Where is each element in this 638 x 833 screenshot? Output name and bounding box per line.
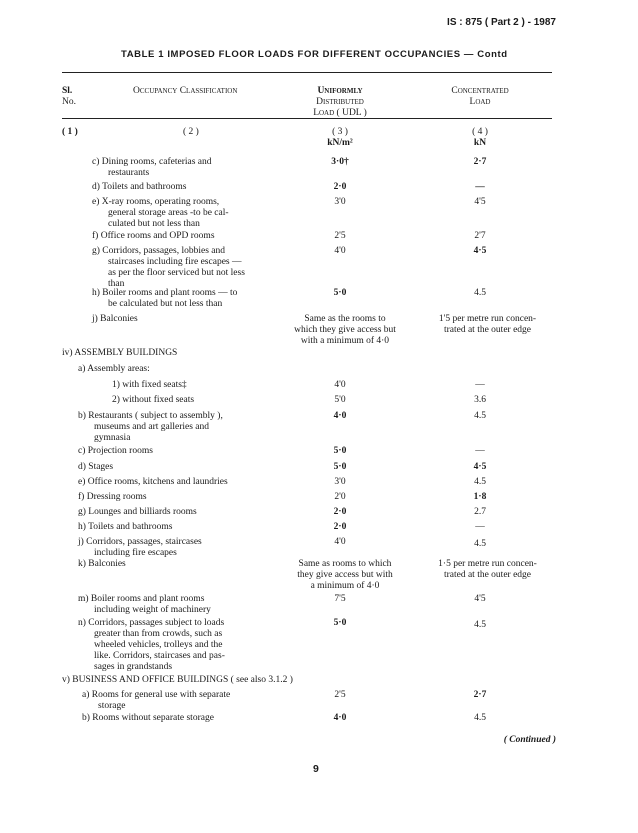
udl-value: 3'0 bbox=[334, 197, 346, 207]
table-row: b) Rooms without separate storage bbox=[82, 713, 214, 723]
udl-value: 4·0 bbox=[333, 411, 347, 421]
conc-value: 4·5 bbox=[473, 246, 487, 256]
udl-value: 4·0 bbox=[333, 713, 347, 723]
table-row: b) Restaurants ( subject to assembly ), museums and art galleries and gymnasia bbox=[78, 411, 223, 443]
table-row: g) Lounges and billiards rooms bbox=[78, 507, 197, 517]
udl-value: 2'5 bbox=[334, 231, 346, 241]
col-head-concentrated: Concentrated Load bbox=[451, 86, 509, 107]
udl-value: 5'0 bbox=[334, 395, 346, 405]
udl-value: 5·0 bbox=[333, 462, 347, 472]
conc-value: 4.5 bbox=[474, 411, 486, 421]
udl-value: Same as the rooms to which they give access but with a minimum of 4·0 bbox=[294, 314, 396, 346]
table-row: j) Balconies bbox=[92, 314, 138, 324]
table-row: k) Balconies bbox=[78, 559, 126, 569]
col-num-4: ( 4 ) kN bbox=[472, 127, 488, 148]
conc-value: 4'5 bbox=[474, 594, 486, 604]
col-num-1: ( 1 ) bbox=[62, 127, 78, 137]
continued-note: ( Continued ) bbox=[503, 735, 556, 745]
table-row: f) Dressing rooms bbox=[78, 492, 147, 502]
conc-value: — bbox=[475, 522, 485, 532]
conc-value: 1·5 per metre run concen- trated at the outer edge bbox=[438, 559, 537, 580]
conc-value: 4.5 bbox=[474, 477, 486, 487]
conc-value: — bbox=[475, 380, 485, 390]
table-row: m) Boiler rooms and plant rooms including weight of machinery bbox=[78, 594, 211, 615]
conc-value: 4.5 bbox=[474, 288, 486, 298]
top-rule bbox=[62, 72, 552, 73]
section-heading-business: v) BUSINESS AND OFFICE BUILDINGS ( see also 3.1.2 ) bbox=[62, 675, 293, 685]
table-row: d) Stages bbox=[78, 462, 114, 472]
table-row: f) Office rooms and OPD rooms bbox=[92, 231, 215, 241]
conc-value: 1·8 bbox=[473, 492, 487, 502]
conc-value: — bbox=[475, 446, 485, 456]
conc-value: 2.7 bbox=[474, 507, 486, 517]
conc-value: — bbox=[475, 182, 485, 192]
table-row: j) Corridors, passages, staircases including fire escapes bbox=[78, 537, 202, 558]
table-row: c) Projection rooms bbox=[78, 446, 153, 456]
conc-value: 2·7 bbox=[473, 157, 487, 167]
col-num-2: ( 2 ) bbox=[183, 127, 199, 137]
udl-value: 4'0 bbox=[334, 380, 346, 390]
udl-value: 2·0 bbox=[333, 182, 347, 192]
table-title: TABLE 1 IMPOSED FLOOR LOADS FOR DIFFERENT OCCUPANCIES — Contd bbox=[121, 49, 508, 60]
udl-value: 2·0 bbox=[333, 522, 347, 532]
udl-value: 2·0 bbox=[333, 507, 347, 517]
section-heading-assembly: iv) ASSEMBLY BUILDINGS bbox=[62, 348, 178, 358]
table-row: g) Corridors, passages, lobbies and staircases including fire escapes — as per the floor serviced but not less than bbox=[92, 246, 245, 289]
table-row: a) Assembly areas: bbox=[78, 364, 150, 374]
table-row: h) Toilets and bathrooms bbox=[78, 522, 173, 532]
udl-value: 2'5 bbox=[334, 690, 346, 700]
udl-value: 5·0 bbox=[333, 288, 347, 298]
udl-value: 7'5 bbox=[334, 594, 346, 604]
conc-value: 4'5 bbox=[474, 197, 486, 207]
udl-value: 5·0 bbox=[333, 618, 347, 628]
standard-number: IS : 875 ( Part 2 ) - 1987 bbox=[447, 17, 556, 28]
table-row: 1) with fixed seats‡ bbox=[112, 380, 187, 390]
conc-value: 2·7 bbox=[473, 690, 487, 700]
head-rule bbox=[62, 118, 552, 119]
table-row: a) Rooms for general use with separate storage bbox=[82, 690, 231, 711]
table-row: d) Toilets and bathrooms bbox=[92, 182, 187, 192]
page-number: 9 bbox=[313, 763, 319, 775]
table-row: 2) without fixed seats bbox=[112, 395, 195, 405]
col-head-occupancy: Occupancy Classification bbox=[133, 86, 238, 96]
col-num-3: ( 3 ) kN/m² bbox=[327, 127, 353, 148]
udl-value: 4'0 bbox=[334, 537, 346, 547]
table-row: e) X-ray rooms, operating rooms, general storage areas -to be cal- culated but not less than bbox=[92, 197, 229, 229]
conc-value: 4.5 bbox=[474, 539, 486, 549]
udl-value: Same as rooms to which they give access but with a minimum of 4·0 bbox=[297, 559, 393, 591]
udl-value: 2'0 bbox=[334, 492, 346, 502]
conc-value: 4·5 bbox=[473, 462, 487, 472]
table-row: n) Corridors, passages subject to loads greater than from crowds, such as wheeled vehicles, trolleys and the like. Corridors, staircases and pas- sages in grandstands bbox=[78, 618, 225, 672]
conc-value: 4.5 bbox=[474, 713, 486, 723]
col-head-udl: Uniformly Distributed Load ( UDL ) bbox=[313, 86, 367, 118]
table-row: h) Boiler rooms and plant rooms — to be calculated but not less than bbox=[92, 288, 238, 309]
table-row: c) Dining rooms, cafeterias and restaurants bbox=[92, 157, 212, 178]
col-head-sl: Sl. No. bbox=[62, 86, 76, 107]
conc-value: 3.6 bbox=[474, 395, 486, 405]
udl-value: 4'0 bbox=[334, 246, 346, 256]
conc-value: 1'5 per metre run concen- trated at the outer edge bbox=[438, 314, 537, 335]
udl-value: 5·0 bbox=[333, 446, 347, 456]
table-row: e) Office rooms, kitchens and laundries bbox=[78, 477, 228, 487]
conc-value: 2'7 bbox=[474, 231, 486, 241]
udl-value: 3'0 bbox=[334, 477, 346, 487]
conc-value: 4.5 bbox=[474, 620, 486, 630]
udl-value: 3·0† bbox=[331, 157, 349, 167]
